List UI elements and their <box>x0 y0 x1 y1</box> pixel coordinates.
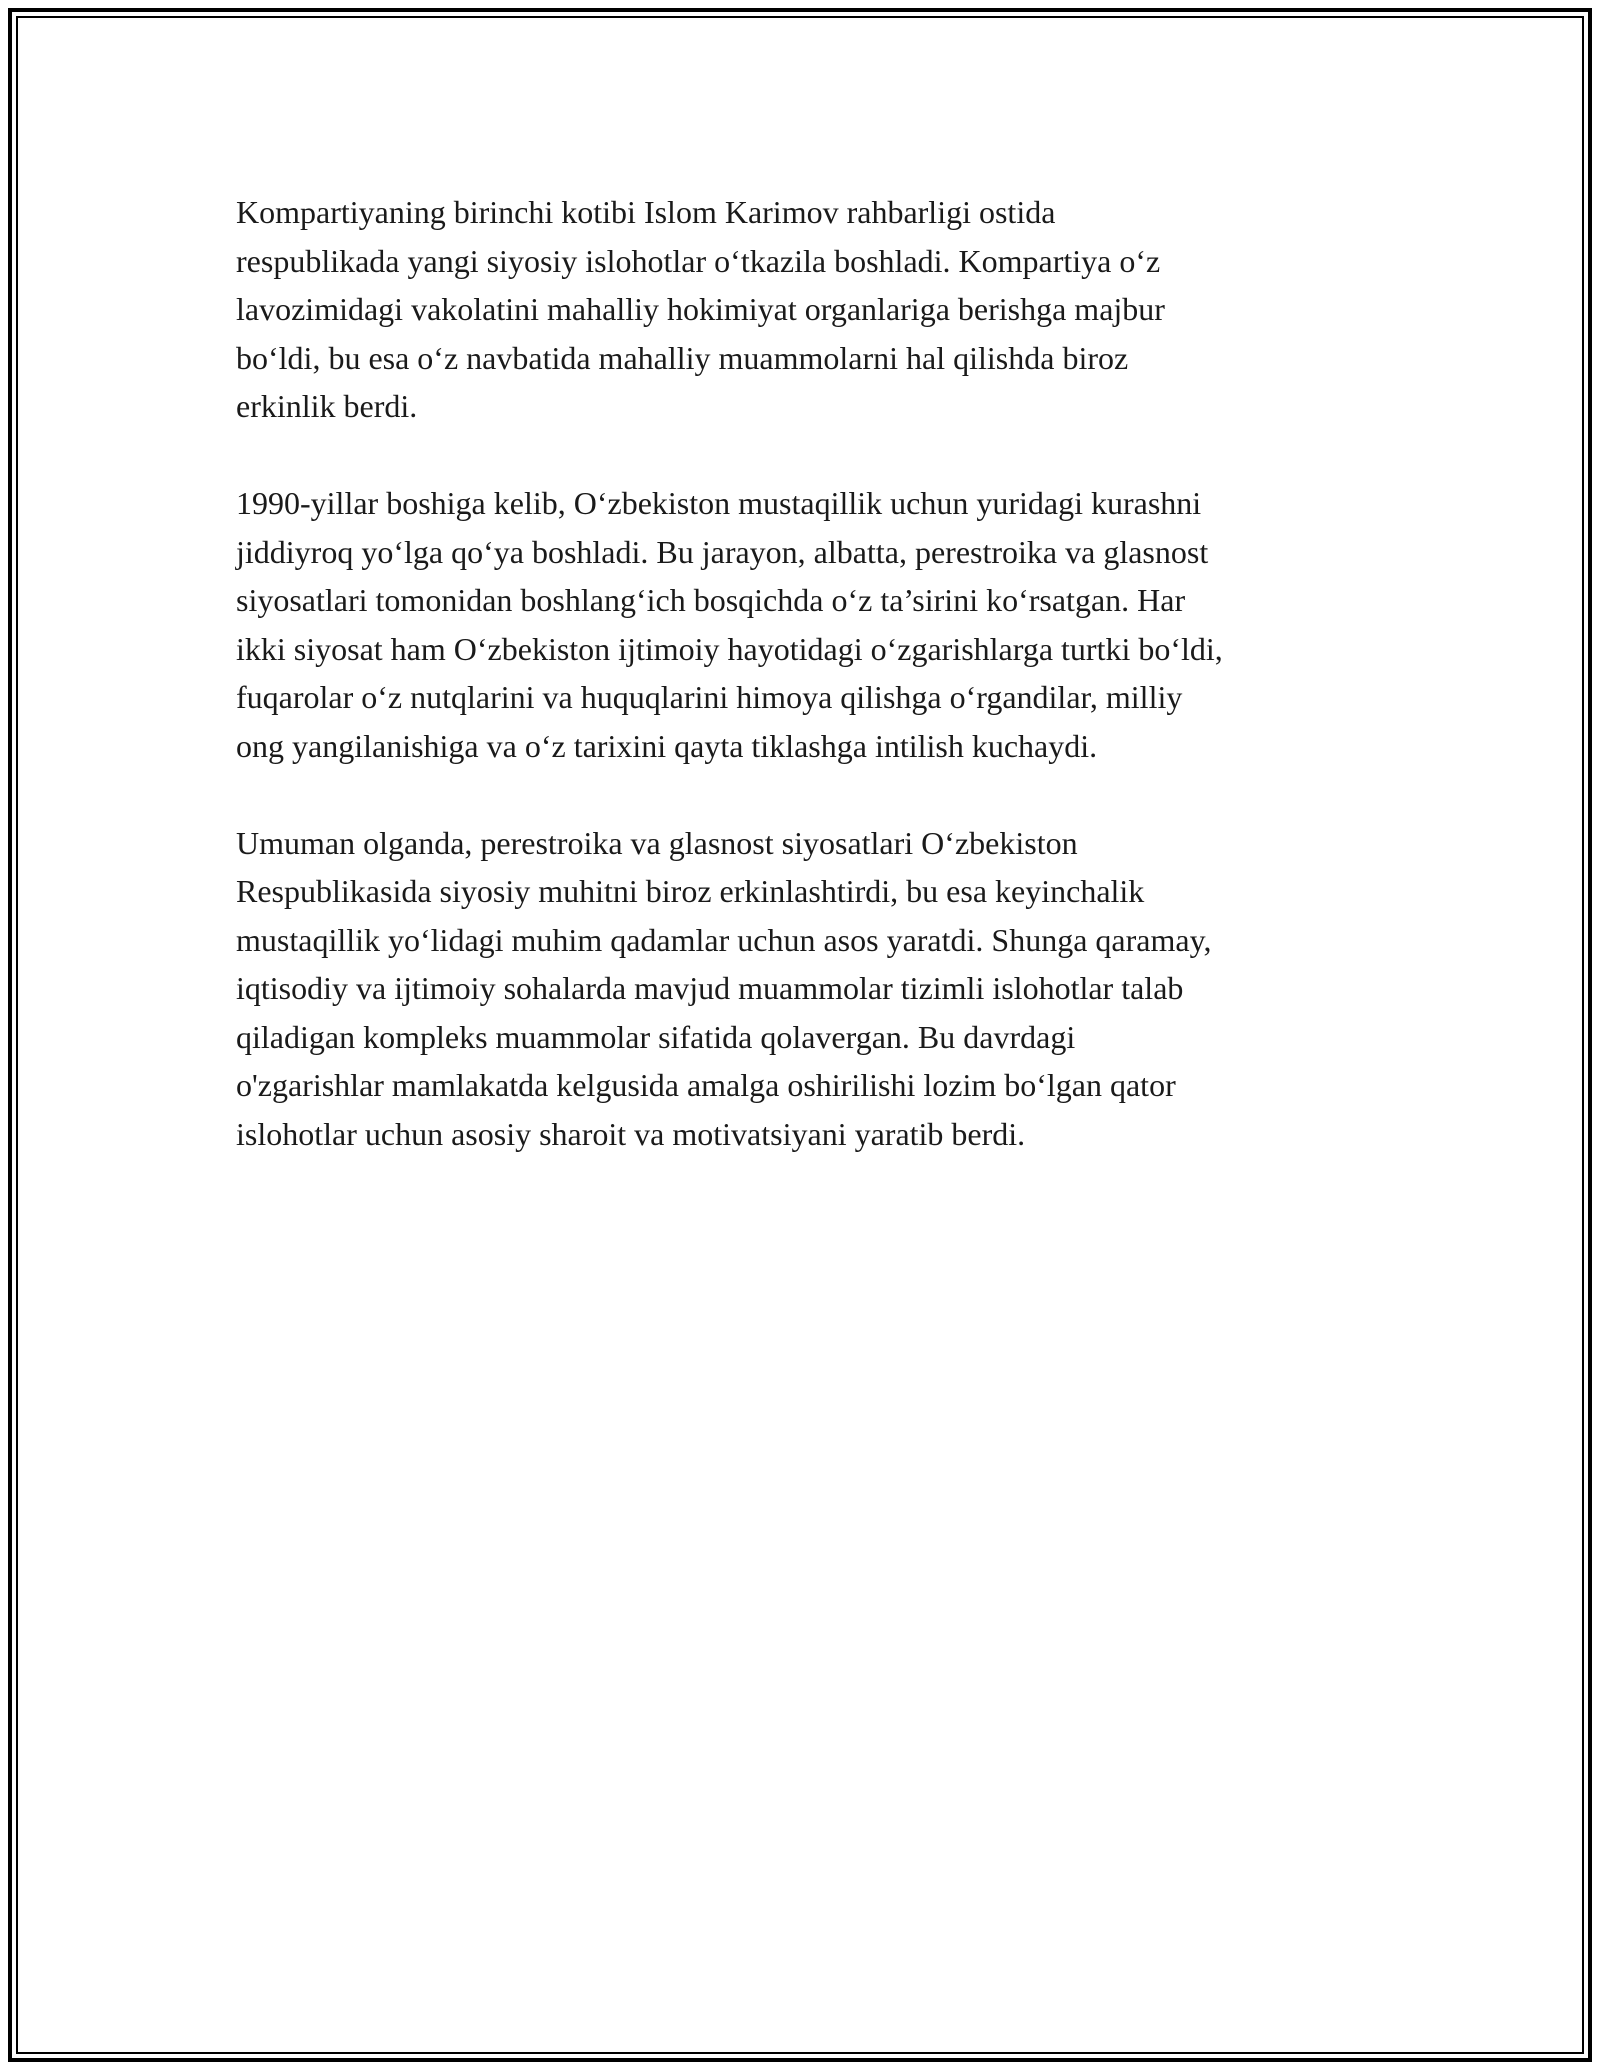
paragraph-line: ong yangilanishiga va o‘z tarixini qayta tiklashga intilish kuchaydi. <box>236 727 1098 764</box>
paragraph-3 <box>236 819 1366 1159</box>
paragraph-line: iqtisodiy va ijtimoiy sohalarda mavjud muammolar tizimli islohotlar talab <box>236 970 1184 1006</box>
paragraph-line: Respublikasida siyosiy muhitni biroz erkinlashtirdi, bu esa keyinchalik <box>236 873 1145 909</box>
paragraph-line: qiladigan kompleks muammolar sifatida qolavergan. Bu davrdagi <box>236 1018 1076 1055</box>
paragraph-1 <box>236 188 1366 431</box>
paragraph-line: Kompartiyaning birinchi kotibi Islom Karimov rahbarligi ostida <box>236 194 1056 230</box>
paragraph-line: jiddiyroq yo‘lga qo‘ya boshladi. Bu jarayon, albatta, perestroika va glasnost <box>236 533 1209 570</box>
document-body <box>236 188 1366 1207</box>
paragraph-line: islohotlar uchun asosiy sharoit va motivatsiyani yaratib berdi. <box>236 1115 1026 1152</box>
paragraph-line: lavozimidagi vakolatini mahalliy hokimiyat organlariga berishga majbur <box>236 291 1165 327</box>
paragraph-line: o'zgarishlar mamlakatda kelgusida amalga oshirilishi lozim bo‘lgan qator <box>236 1067 1176 1103</box>
paragraph-line: fuqarolar o‘z nutqlarini va huquqlarini himoya qilishga o‘rgandilar, milliy <box>236 679 1183 715</box>
paragraph-line: mustaqillik yo‘lidagi muhim qadamlar uchun asos yaratdi. Shunga qaramay, <box>236 921 1212 958</box>
paragraph-line: erkinlik berdi. <box>236 388 418 424</box>
paragraph-line: bo‘ldi, bu esa o‘z navbatida mahalliy muammolarni hal qilishda biroz <box>236 339 1129 376</box>
paragraph-line: respublikada yangi siyosiy islohotlar o‘tkazila boshladi. Kompartiya o‘z <box>236 242 1161 279</box>
paragraph-line: ikki siyosat ham O‘zbekiston ijtimoiy hayotidagi o‘zgarishlarga turtki bo‘ldi, <box>236 630 1223 667</box>
paragraph-line: Umuman olganda, perestroika va glasnost siyosatlari O‘zbekiston <box>236 824 1078 861</box>
paragraph-line: 1990-yillar boshiga kelib, O‘zbekiston mustaqillik uchun yuridagi kurashni <box>236 485 1202 521</box>
paragraph-line: siyosatlari tomonidan boshlang‘ich bosqichda o‘z ta’sirini ko‘rsatgan. Har <box>236 582 1186 618</box>
paragraph-2 <box>236 479 1366 770</box>
